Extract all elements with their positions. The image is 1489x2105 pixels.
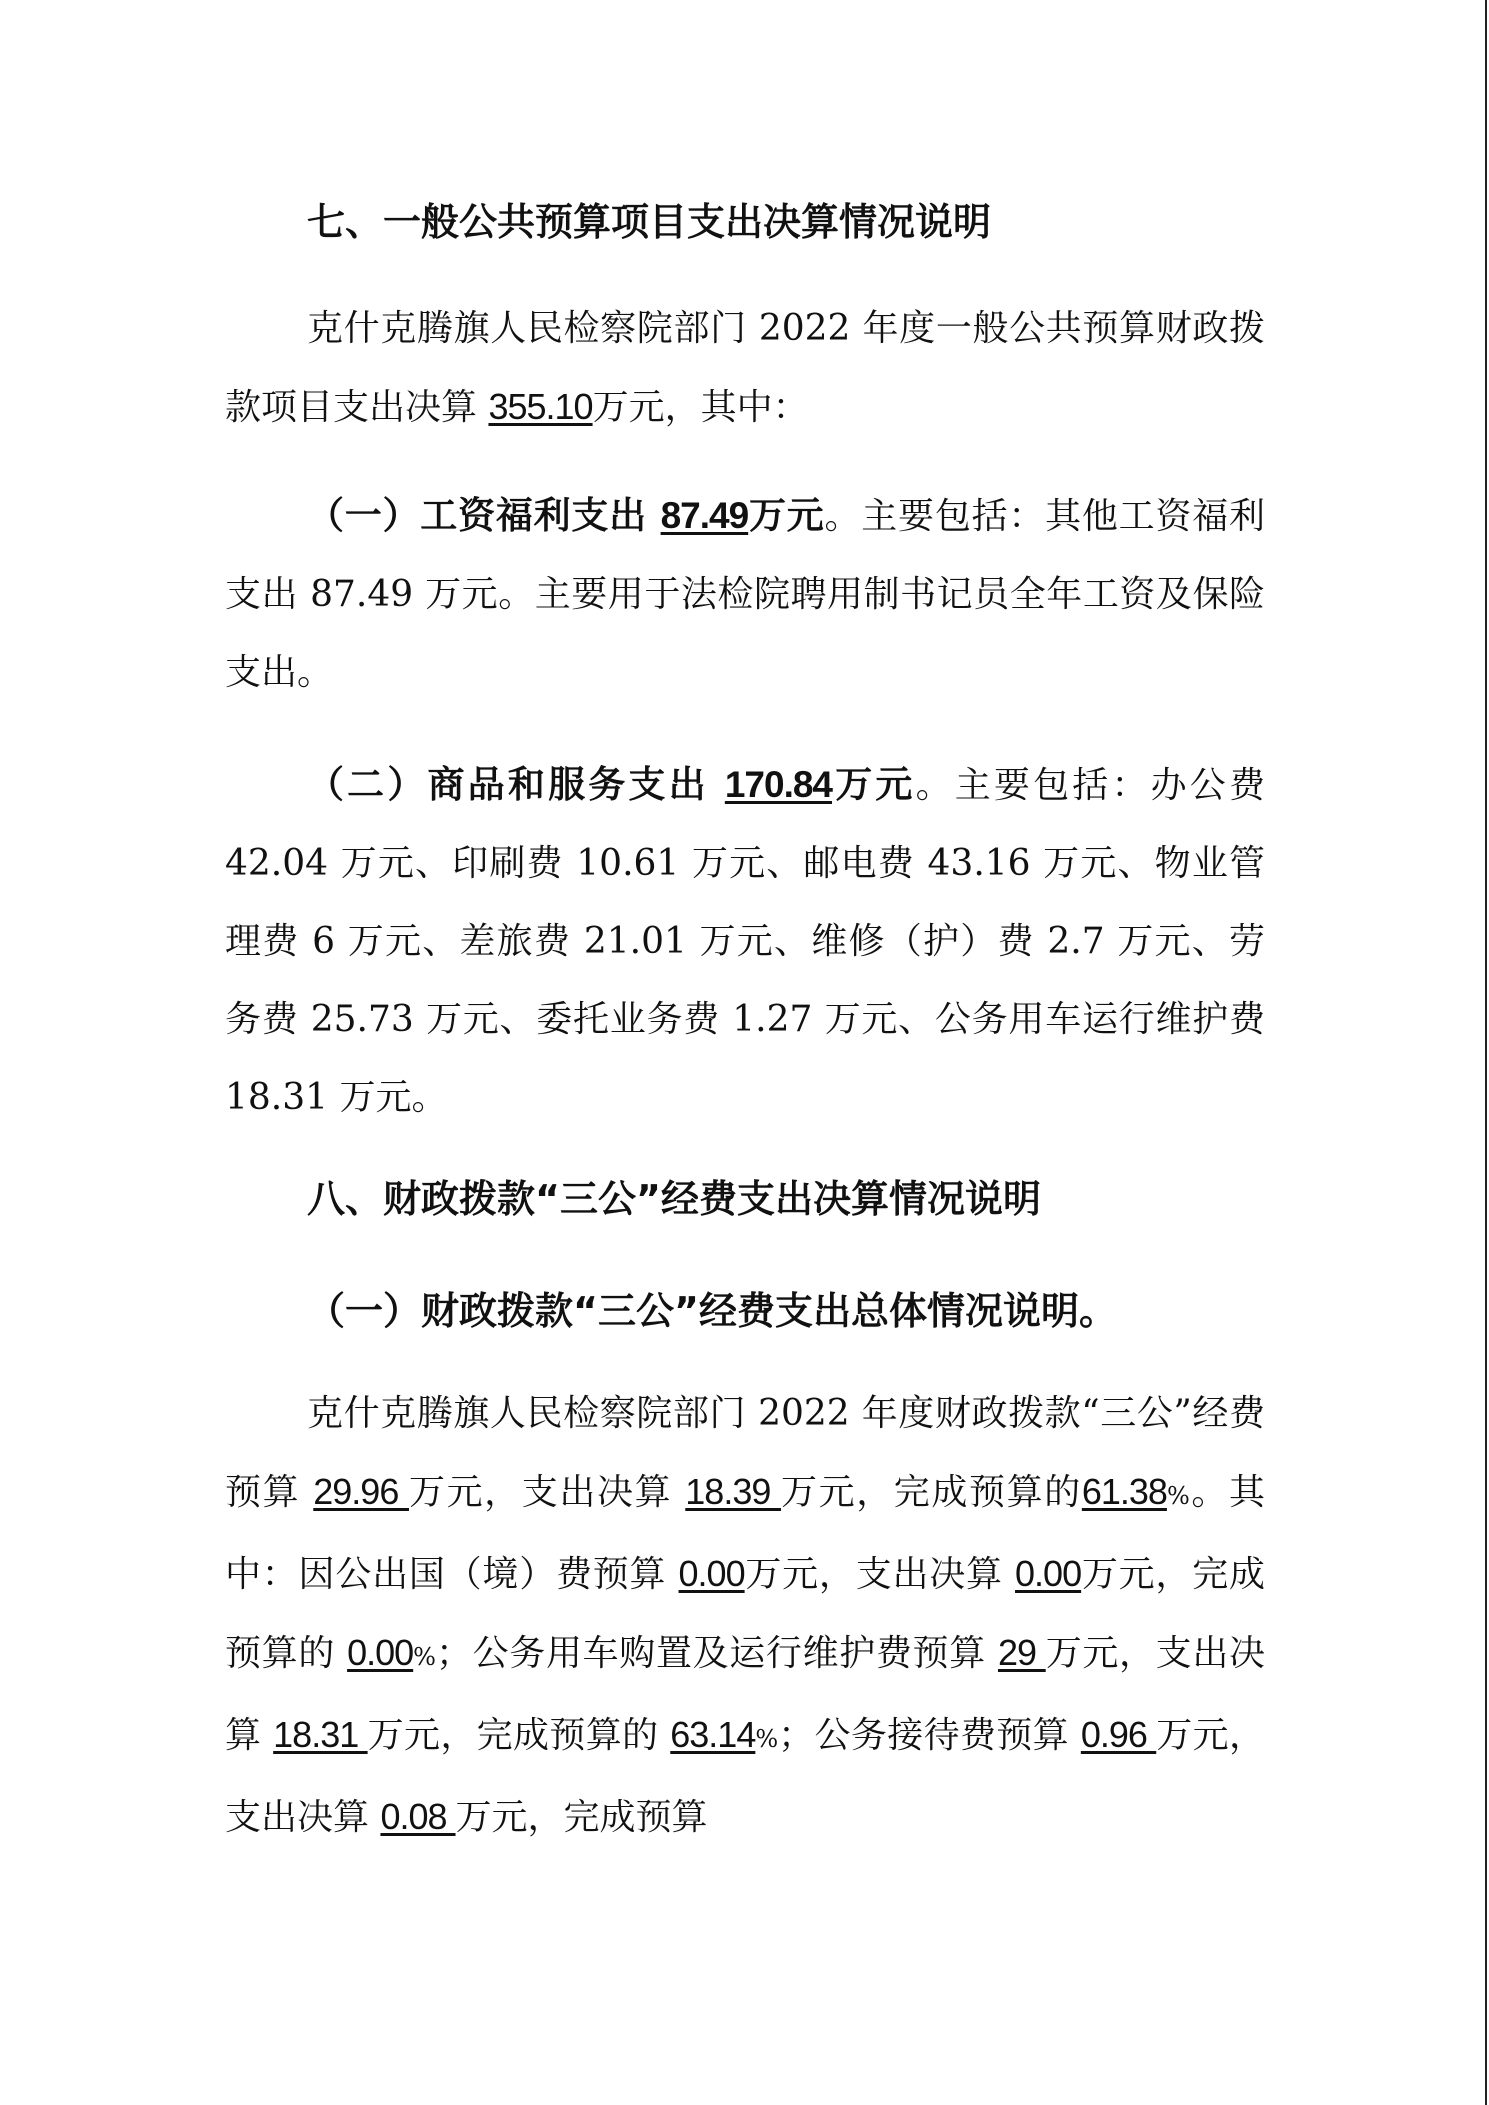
page-edge-line	[1485, 0, 1487, 2105]
wage-welfare-paragraph	[225, 477, 1265, 712]
text: 万元，支出决算	[225, 1715, 1265, 1838]
text: 万元，完成预算的	[367, 1715, 671, 1756]
document-page	[225, 180, 1265, 1857]
section-8-title: 八、财政拨款“三公”经费支出决算情况说明	[307, 1177, 1041, 1221]
text: 。主要包括：办公费 42.04 万元、印刷费 10.61 万元、邮电费 43.16 万元、物业管理费 6 万元、差旅费 21.01 万元、维修（护）费 2.7 万元、劳务费 25.73 万元、委托业务费 1.27 万元、公务用车运行维护费 18.31 万元。	[225, 765, 1265, 1118]
text: 克什克腾旗人民检察院部门 2022 年度财政拨款“三公”经费预算	[225, 1393, 1265, 1513]
text: 万元	[832, 763, 916, 806]
wage-welfare-amount: 87.49	[660, 495, 749, 536]
text: 万元	[748, 494, 825, 537]
reception-budget: 0.96	[1080, 1714, 1157, 1755]
goods-services-paragraph	[225, 746, 1265, 1137]
vehicle-budget: 29	[997, 1632, 1046, 1673]
text: 。主要包括：其他工资福利支出 87.49 万元。主要用于法检院聘用制书记员全年工资及保险支出。	[225, 496, 1265, 693]
abroad-actual: 0.00	[1015, 1553, 1082, 1594]
project-expense-total: 355.10	[488, 386, 593, 427]
section-7-total-paragraph	[225, 290, 1265, 447]
text: 万元，其中：	[592, 387, 809, 428]
reception-actual: 0.08	[380, 1796, 456, 1837]
text: 万元，完成预算的	[225, 1554, 1265, 1674]
text: 万元，支出决算	[225, 1633, 1265, 1756]
percent-sign: %	[413, 1643, 436, 1671]
abroad-completion-rate: 0.00	[347, 1632, 414, 1673]
text: 万元，完成预算的	[780, 1472, 1082, 1513]
section-7-title: 七、一般公共预算项目支出决算情况说明	[307, 200, 992, 244]
wage-welfare-heading	[307, 494, 825, 537]
three-public-budget: 29.96	[313, 1471, 409, 1512]
three-public-expense-paragraph	[225, 1375, 1265, 1857]
percent-sign: %	[1166, 1482, 1190, 1510]
vehicle-actual: 18.31	[273, 1714, 368, 1755]
goods-services-amount: 170.84	[724, 764, 833, 805]
vehicle-completion-rate: 63.14	[670, 1714, 756, 1755]
text: 克什克腾旗人民检察院部门 2022 年度一般公共预算财政拨款项目支出决算	[225, 308, 1265, 428]
goods-services-heading	[307, 763, 916, 806]
text: （二）商品和服务支出	[307, 763, 725, 806]
text: 。其中：因公出国（境）费预算	[225, 1472, 1265, 1595]
text: 万元，支出决算	[744, 1554, 1016, 1595]
text: 万元，支出决算	[408, 1472, 686, 1513]
text: 万元，完成预算	[455, 1797, 708, 1838]
text: （一）工资福利支出	[307, 494, 661, 537]
section-8-subtitle-1: （一）财政拨款“三公”经费支出总体情况说明。	[307, 1289, 1117, 1333]
percent-sign: %	[755, 1725, 779, 1753]
text: ；公务用车购置及运行维护费预算	[435, 1633, 998, 1674]
abroad-budget: 0.00	[678, 1553, 745, 1594]
text: ；公务接待费预算	[778, 1715, 1081, 1756]
three-public-completion-rate: 61.38	[1081, 1471, 1167, 1512]
three-public-actual: 18.39	[685, 1471, 781, 1512]
